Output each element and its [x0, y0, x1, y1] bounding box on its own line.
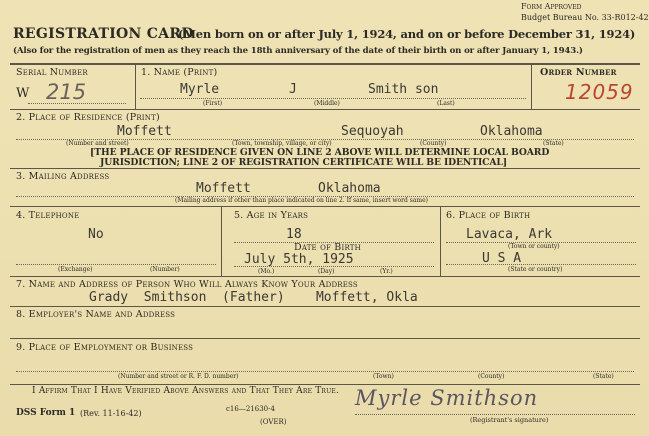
affirmation-statement: I Affirm That I Have Verified Above Answers and That They Are True. — [32, 386, 340, 396]
rule — [10, 109, 640, 110]
birthplace-label: 6. Place of Birth — [446, 210, 531, 221]
employment-county-caption: (County) — [478, 373, 505, 380]
telephone-underline — [16, 264, 216, 265]
employment-town-caption: (Town) — [373, 373, 394, 380]
mailing-caption: (Mailing address if other than place indicated on line 2. If same, insert word same) — [175, 197, 428, 204]
age-value: 18 — [286, 227, 302, 242]
first-caption: (First) — [203, 100, 223, 107]
state-caption: (State) — [543, 140, 564, 147]
birthplace-town-caption: (Town or county) — [508, 243, 560, 250]
exchange-caption: (Exchange) — [58, 266, 93, 273]
dob-underline — [234, 266, 434, 267]
name-underline — [140, 98, 526, 99]
last-caption: (Last) — [437, 100, 455, 107]
divider — [221, 206, 222, 276]
street-caption: (Number and street) — [66, 140, 129, 147]
middle-caption: (Middle) — [314, 100, 340, 107]
rule — [10, 306, 640, 307]
first-name-value: Myrle — [180, 82, 220, 97]
age-label: 5. Age in Years — [234, 210, 309, 221]
country-underline — [446, 264, 636, 265]
jurisdiction-notice-line-2: JURISDICTION; LINE 2 OF REGISTRATION CERTIFICATE WILL BE IDENTICAL] — [100, 157, 507, 168]
signature-caption: (Registrant's signature) — [470, 416, 549, 424]
top-rule — [10, 63, 640, 65]
date-of-birth-label: Date of Birth — [294, 242, 361, 253]
card-subtitle: (Also for the registration of men as they reach the 18th anniversary of the date of their birth on or after January 1, 1943.) — [13, 46, 583, 56]
employment-label: 9. Place of Employment or Business — [16, 342, 194, 353]
jurisdiction-notice-line-1: [THE PLACE OF RESIDENCE GIVEN ON LINE 2 ABOVE WILL DETERMINE LOCAL BOARD — [90, 147, 550, 158]
serial-number-value: 215 — [46, 80, 87, 104]
over-note: (OVER) — [260, 418, 287, 426]
divider — [135, 63, 136, 109]
date-of-birth-value: July 5th, 1925 — [244, 252, 354, 267]
rule — [10, 206, 640, 207]
rule — [10, 276, 640, 277]
town-caption: (Town, township, village, or city) — [232, 140, 332, 147]
serial-underline — [28, 103, 126, 104]
contact-value: Grady Smithson (Father) Moffett, Okla — [89, 290, 418, 305]
contact-label: 7. Name and Address of Person Who Will Always Know Your Address — [16, 279, 358, 290]
rule — [10, 168, 640, 169]
last-name-value: Smith son — [368, 82, 439, 97]
serial-prefix: W — [16, 86, 30, 101]
registrant-signature: Myrle Smithson — [355, 386, 539, 410]
employer-label: 8. Employer's Name and Address — [16, 309, 176, 320]
residence-label: 2. Place of Residence (Print) — [16, 112, 160, 123]
birthplace-state-caption: (State or country) — [508, 266, 563, 273]
form-revision: (Rev. 11-16-42) — [80, 409, 142, 418]
name-label: 1. Name (Print) — [141, 67, 218, 78]
day-caption: (Day) — [318, 268, 335, 275]
telephone-label: 4. Telephone — [16, 210, 80, 221]
card-title-detail: (Men born on or after July 1, 1924, and on or before December 31, 1924) — [178, 27, 636, 41]
number-caption: (Number) — [150, 266, 180, 273]
order-number-value: 12059 — [565, 80, 634, 104]
printing-code: c16—21630-4 — [226, 405, 275, 413]
rule — [10, 338, 640, 339]
residence-county-value: Sequoyah — [341, 124, 404, 139]
card-title: REGISTRATION CARD — [13, 26, 194, 42]
employment-underline — [16, 371, 634, 372]
serial-number-label: Serial Number — [16, 67, 88, 78]
mailing-state-value: Oklahoma — [318, 181, 381, 196]
month-caption: (Mo.) — [258, 268, 275, 275]
signature-underline — [355, 414, 635, 415]
form-number: DSS Form 1 — [16, 408, 76, 418]
employment-street-caption: (Number and street or R. F. D. number) — [118, 373, 239, 380]
employment-state-caption: (State) — [593, 373, 614, 380]
rule — [10, 384, 640, 385]
divider — [531, 63, 532, 109]
year-caption: (Yr.) — [380, 268, 393, 275]
budget-bureau-number: Budget Bureau No. 33-R012-42 — [521, 13, 649, 22]
form-approved: Form Approved — [521, 2, 582, 11]
middle-name-value: J — [289, 82, 297, 97]
telephone-value: No — [88, 227, 104, 242]
county-caption: (County) — [420, 140, 447, 147]
divider — [440, 206, 441, 276]
residence-town-value: Moffett — [117, 124, 172, 139]
mailing-town-value: Moffett — [196, 181, 251, 196]
birthplace-town-value: Lavaca, Ark — [466, 227, 553, 242]
order-number-label: Order Number — [540, 67, 617, 78]
birthplace-country-value: U S A — [482, 251, 522, 266]
mailing-address-label: 3. Mailing Address — [16, 171, 110, 182]
residence-state-value: Oklahoma — [480, 124, 543, 139]
